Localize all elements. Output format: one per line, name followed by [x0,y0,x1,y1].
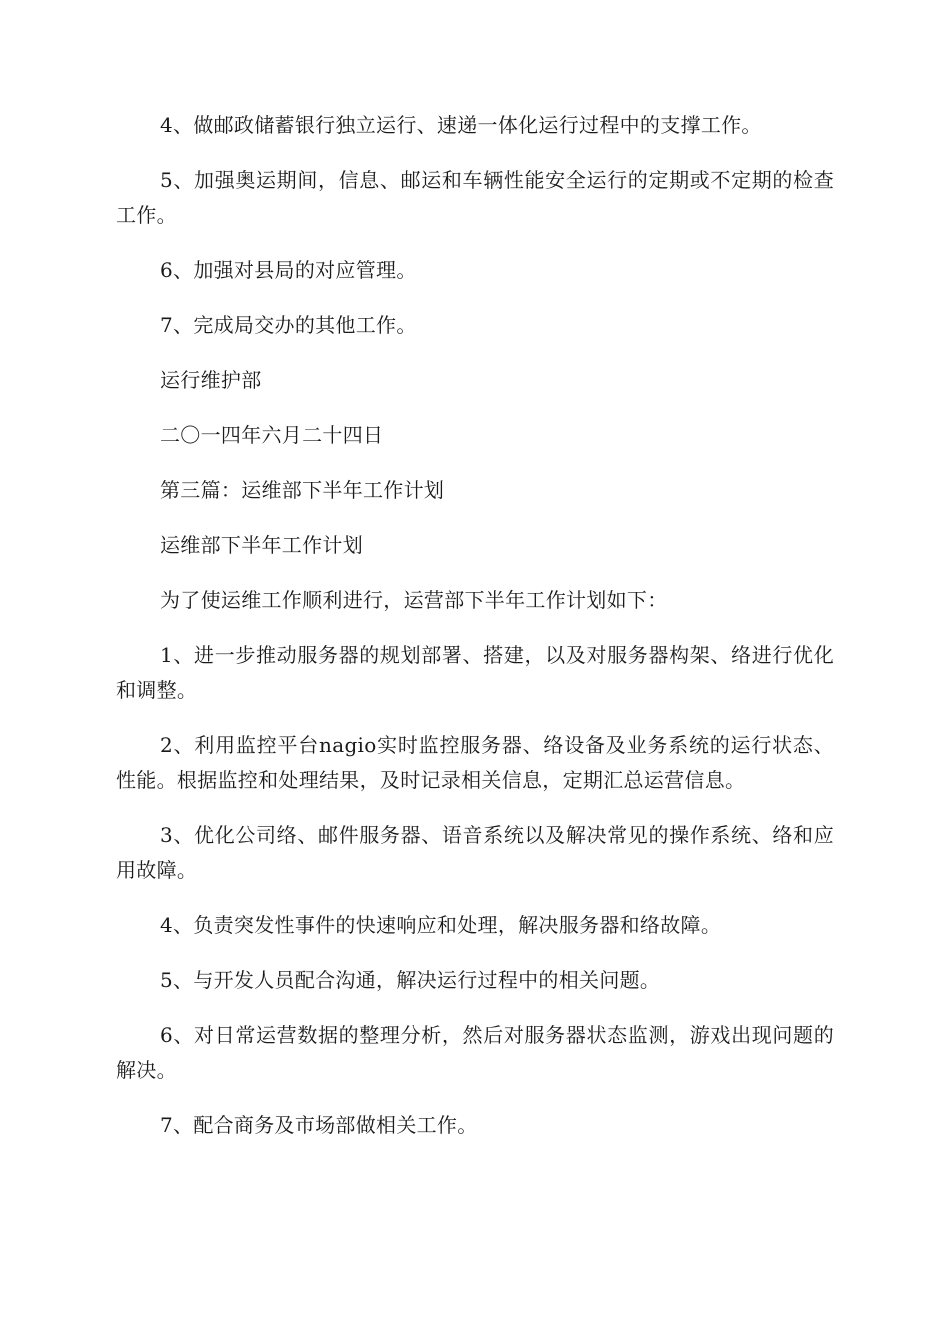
paragraph-item-4-support: 4、做邮政储蓄银行独立运行、速递一体化运行过程中的支撑工作。 [160,113,762,137]
plan-item-4: 4、负责突发性事件的快速响应和处理，解决服务器和络故障。 [160,913,722,937]
document-date: 二〇一四年六月二十四日 [160,423,384,447]
paragraph-item-7-other: 7、完成局交办的其他工作。 [160,313,417,337]
document-page [116,108,834,1163]
paragraph-item-6-county: 6、加强对县局的对应管理。 [160,258,417,282]
plan-item-5: 5、与开发人员配合沟通，解决运行过程中的相关问题。 [160,968,661,992]
paragraph-item-5-olympics: 5、加强奥运期间，信息、邮运和车辆性能安全运行的定期或不定期的检查工作。 [116,168,834,227]
plan-item-6: 6、对日常运营数据的整理分析，然后对服务器状态监测，游戏出现问题的解决。 [116,1023,834,1082]
plan-title: 运维部下半年工作计划 [160,533,363,557]
plan-item-1: 1、进一步推动服务器的规划部署、搭建，以及对服务器构架、络进行优化和调整。 [116,643,834,702]
plan-item-7: 7、配合商务及市场部做相关工作。 [160,1113,478,1137]
section-heading: 第三篇：运维部下半年工作计划 [160,478,445,502]
plan-item-2: 2、利用监控平台nagio实时监控服务器、络设备及业务系统的运行状态、性能。根据监控和处理结果，及时记录相关信息，定期汇总运营信息。 [116,733,834,792]
department-signature: 运行维护部 [160,368,262,392]
plan-item-3: 3、优化公司络、邮件服务器、语音系统以及解决常见的操作系统、络和应用故障。 [116,823,834,882]
plan-intro: 为了使运维工作顺利进行，运营部下半年工作计划如下： [160,588,668,612]
